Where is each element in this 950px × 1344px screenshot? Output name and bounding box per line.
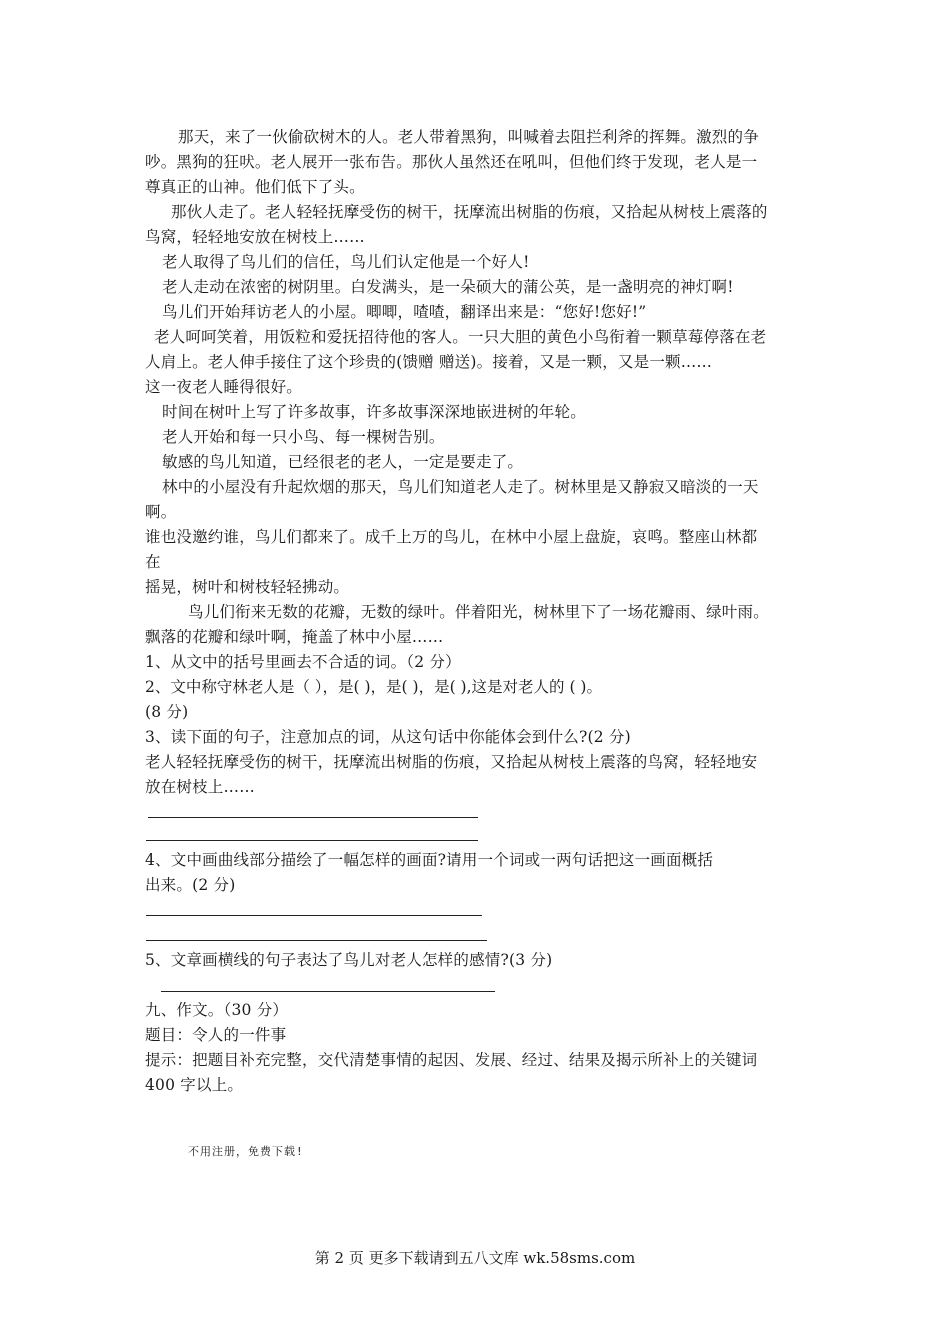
passage-line: 尊真正的山神。他们低下了头。: [145, 178, 365, 196]
answer-line: [146, 940, 487, 941]
answer-line: [148, 817, 478, 818]
passage-line: 鸟儿们开始拜访老人的小屋。唧唧，喳喳，翻译出来是：“您好!您好!”: [162, 303, 647, 321]
question-4: 4、文中画曲线部分描绘了一幅怎样的画面?请用一个词或一两句话把这一画面概括: [145, 851, 714, 869]
passage-line: 摇晃，树叶和树枝轻轻拂动。: [145, 578, 350, 596]
answer-line: [146, 840, 478, 841]
question-3-quote-cont: 放在树枝上……: [145, 778, 255, 796]
question-2: 2、文中称守林老人是（ ），是( )，是( )，是( ),这是对老人的 ( )。: [145, 678, 602, 696]
passage-line: 这一夜老人睡得很好。: [145, 378, 303, 396]
passage-line: 时间在树叶上写了许多故事，许多故事深深地嵌进树的年轮。: [162, 403, 586, 421]
passage-line: 敏感的鸟儿知道，已经很老的老人，一定是要走了。: [162, 453, 524, 471]
passage-line: 在: [145, 553, 161, 571]
passage-line: 谁也没邀约谁，鸟儿们都来了。成千上万的鸟儿，在林中小屋上盘旋，哀鸣。整座山林都: [145, 528, 758, 546]
answer-line: [161, 991, 495, 992]
composition-hint-cont: 400 字以上。: [145, 1076, 244, 1094]
passage-line: 老人走动在浓密的树阴里。白发满头，是一朵硕大的蒲公英，是一盏明亮的神灯啊!: [162, 278, 734, 296]
passage-line: 鸟窝，轻轻地安放在树枝上……: [145, 228, 365, 246]
passage-line: 那伙人走了。老人轻轻抚摩受伤的树干，抚摩流出树脂的伤痕，又拾起从树枝上震落的: [171, 203, 768, 221]
composition-title: 题目：令人的一件事: [145, 1026, 287, 1044]
passage-line: 那天，来了一伙偷砍树木的人。老人带着黑狗，叫喊着去阻拦利斧的挥舞。激烈的争: [178, 128, 759, 146]
passage-line: 啊。: [145, 503, 177, 521]
question-3-quote: 老人轻轻抚摩受伤的树干，抚摩流出树脂的伤痕，又拾起从树枝上震落的鸟窝，轻轻地安: [145, 753, 758, 771]
question-4-cont: 出来。(2 分): [145, 876, 236, 894]
composition-heading: 九、作文。（30 分）: [145, 1001, 289, 1019]
question-2-score: (8 分): [145, 703, 189, 721]
passage-line: 鸟儿们衔来无数的花瓣，无数的绿叶。伴着阳光，树林里下了一场花瓣雨、绿叶雨。: [188, 603, 769, 621]
answer-line: [146, 915, 482, 916]
passage-line: 老人呵呵笑着，用饭粒和爱抚招待他的客人。一只大胆的黄色小鸟衔着一颗草莓停落在老: [154, 328, 767, 346]
question-3: 3、读下面的句子，注意加点的词，从这句话中你能体会到什么?(2 分): [145, 728, 631, 746]
question-1: 1、从文中的括号里画去不合适的词。（2 分）: [145, 653, 461, 671]
passage-line: 林中的小屋没有升起炊烟的那天，鸟儿们知道老人走了。树林里是又静寂又暗淡的一天: [162, 478, 759, 496]
passage-line: 吵。黑狗的狂吠。老人展开一张布告。那伙人虽然还在吼叫，但他们终于发现，老人是一: [145, 153, 758, 171]
passage-line: 人肩上。老人伸手接住了这个珍贵的(馈赠 赠送)。接着，又是一颗，又是一颗……: [145, 353, 713, 371]
passage-line: 飘落的花瓣和绿叶啊，掩盖了林中小屋……: [145, 628, 444, 646]
passage-line: 老人取得了鸟儿们的信任，鸟儿们认定他是一个好人!: [162, 253, 530, 271]
question-5: 5、文章画横线的句子表达了鸟儿对老人怎样的感情?(3 分): [145, 951, 553, 969]
composition-hint: 提示：把题目补充完整，交代清楚事情的起因、发展、经过、结果及揭示所补上的关键词: [145, 1051, 758, 1069]
passage-line: 老人开始和每一只小鸟、每一棵树告别。: [162, 428, 445, 446]
download-note: 不用注册，免费下载!: [188, 1145, 304, 1158]
page-footer: 第 2 页 更多下载请到五八文库 wk.58sms.com: [314, 1249, 636, 1267]
